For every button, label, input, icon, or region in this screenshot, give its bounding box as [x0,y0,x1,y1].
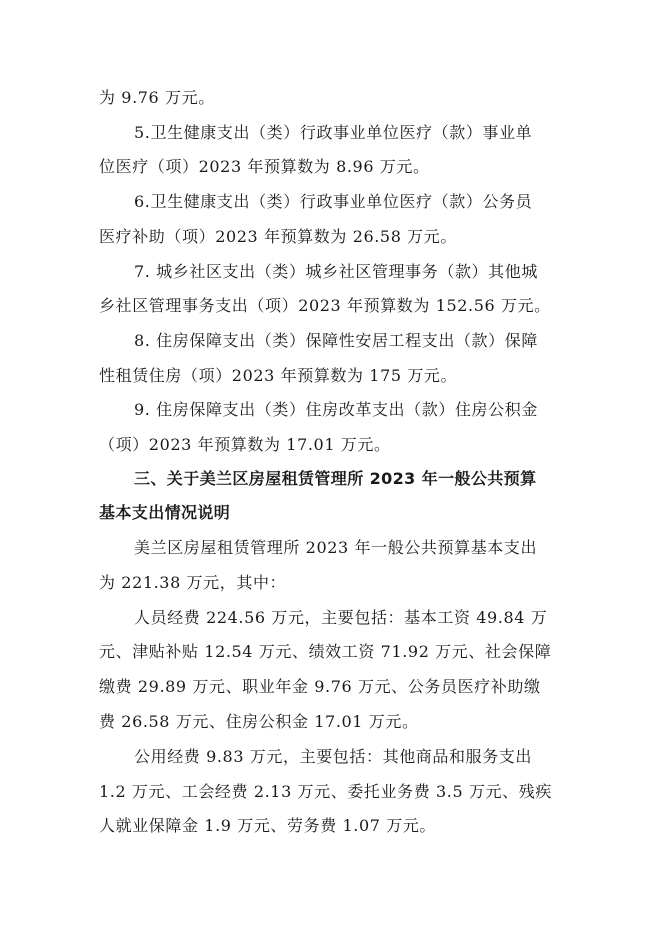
text-line: 位医疗（项）2023 年预算数为 8.96 万元。 [99,157,430,176]
section-heading: 基本支出情况说明 [99,503,231,522]
text-line: 5.卫生健康支出（类）行政事业单位医疗（款）事业单 [134,123,533,142]
text-line: 9. 住房保障支出（类）住房改革支出（款）住房公积金 [134,400,538,419]
text-line: 6.卫生健康支出（类）行政事业单位医疗（款）公务员 [134,192,533,211]
text-line: （项）2023 年预算数为 17.01 万元。 [99,435,391,454]
text-line: 费 26.58 万元、住房公积金 17.01 万元。 [99,712,419,731]
text-line: 为 9.76 万元。 [99,88,215,107]
text-line: 7. 城乡社区支出（类）城乡社区管理事务（款）其他城 [134,262,538,281]
text-line: 为 221.38 万元，其中： [99,573,287,592]
text-line: 美兰区房屋租赁管理所 2023 年一般公共预算基本支出 [134,538,538,557]
text-line: 元、津贴补贴 12.54 万元、绩效工资 71.92 万元、社会保障 [99,642,552,661]
text-line: 人员经费 224.56 万元，主要包括：基本工资 49.84 万 [134,608,548,627]
text-line: 公用经费 9.83 万元，主要包括：其他商品和服务支出 [134,747,532,766]
section-heading: 三、关于美兰区房屋租赁管理所 2023 年一般公共预算 [134,469,537,488]
text-line: 8. 住房保障支出（类）保障性安居工程支出（款）保障 [134,331,538,350]
text-line: 缴费 29.89 万元、职业年金 9.76 万元、公务员医疗补助缴 [99,677,541,696]
text-line: 1.2 万元、工会经费 2.13 万元、委托业务费 3.5 万元、残疾 [99,782,552,801]
text-line: 人就业保障金 1.9 万元、劳务费 1.07 万元。 [99,816,437,835]
text-line: 医疗补助（项）2023 年预算数为 26.58 万元。 [99,227,457,246]
text-line: 乡社区管理事务支出（项）2023 年预算数为 152.56 万元。 [99,296,551,315]
text-line: 性租赁住房（项）2023 年预算数为 175 万元。 [99,366,458,385]
